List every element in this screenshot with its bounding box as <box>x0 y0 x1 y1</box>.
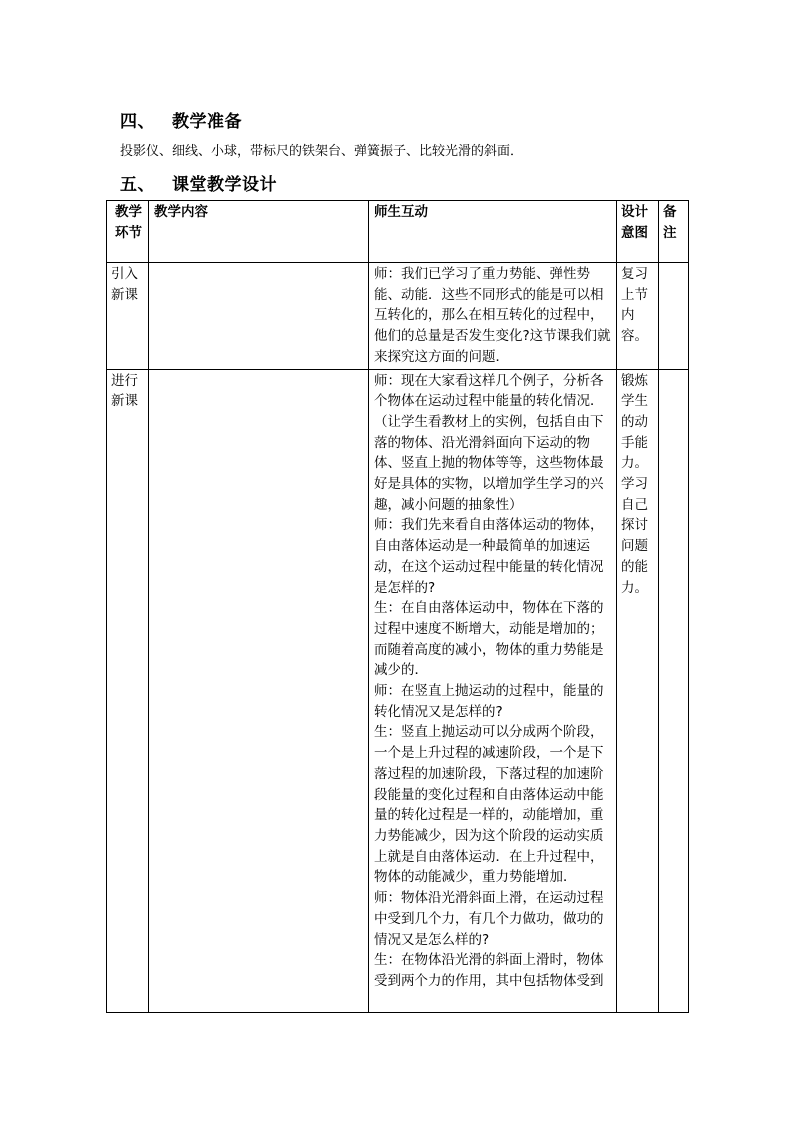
table-header-row <box>107 201 689 263</box>
interaction-paragraph: 生：在物体沿光滑的斜面上滑时，物体受到两个力的作用，其中包括物体受到 <box>374 952 604 989</box>
section-four-heading <box>120 107 242 132</box>
row-notes <box>659 263 689 370</box>
row-intent: 复习上节内容。 <box>617 263 659 370</box>
interaction-paragraph: 师：我们已学习了重力势能、弹性势能、动能．这些不同形式的能是可以相互转化的，那么在相互转化的过程中，他们的总量是否发生变化?这节课我们就来探究这方面的问题． <box>374 266 611 365</box>
row-content <box>149 263 369 370</box>
interaction-paragraph: 师：在竖直上抛运动的过程中，能量的转化情况又是怎样的? <box>374 683 604 720</box>
row-interaction <box>369 369 617 1012</box>
interaction-paragraph: 生：竖直上抛运动可以分成两个阶段，一个是上升过程的减速阶段，一个是下落过程的加速阶段，下落过程的加速阶段能量的变化过程和自由落体运动中能量的转化过程是一样的，动能增加，重力势能减少，因为这个阶段的运动实质上就是自由落体运动．在上升过程中，物体的动能减少，重力势能增加． <box>374 724 604 886</box>
interaction-paragraph: （让学生看教材上的实例，包括自由下落的物体、沿光滑斜面向下运动的物体、竖直上抛的物体等等，这些物体最好是具体的实物，以增加学生学习的兴趣，减小问题的抽象性） <box>374 413 604 513</box>
row-stage: 引入新课 <box>107 263 149 370</box>
section-four-title: 教学准备 <box>172 112 242 132</box>
interaction-paragraph: 师：物体沿光滑斜面上滑，在运动过程中受到几个力，有几个力做功，做功的情况又是怎么样的? <box>374 890 604 948</box>
header-content: 教学内容 <box>149 201 369 263</box>
interaction-paragraph: 师：现在大家看这样几个例子，分析各个物体在运动过程中能量的转化情况． <box>374 372 604 410</box>
table-row <box>107 263 689 370</box>
header-intent: 设计意图 <box>617 201 659 263</box>
header-interaction: 师生互动 <box>369 201 617 263</box>
row-intent: 锻炼学生的动手能力。学习自己探讨问题的能力。 <box>617 369 659 1012</box>
interaction-paragraph: 生：在自由落体运动中，物体在下落的过程中速度不断增大，动能是增加的；而随着高度的减小，物体的重力势能是减少的． <box>374 600 604 679</box>
header-stage: 教学环节 <box>107 201 149 263</box>
section-five-title: 课堂教学设计 <box>172 175 277 195</box>
section-five-number: 五、 <box>120 175 155 195</box>
row-interaction <box>369 263 617 370</box>
row-notes <box>659 369 689 1012</box>
materials-list: 投影仪、细线、小球，带标尺的铁架台、弹簧振子、比较光滑的斜面． <box>120 144 524 159</box>
interaction-paragraph: 师：我们先来看自由落体运动的物体，自由落体运动是一种最简单的加速运动，在这个运动过程中能量的转化情况是怎样的? <box>374 517 604 596</box>
table-row <box>107 369 689 1012</box>
section-four-number: 四、 <box>120 112 155 132</box>
lesson-design-table <box>106 200 689 1013</box>
row-content <box>149 369 369 1012</box>
row-stage: 进行新课 <box>107 369 149 1012</box>
section-five-heading <box>120 170 277 195</box>
header-notes: 备注 <box>659 201 689 263</box>
